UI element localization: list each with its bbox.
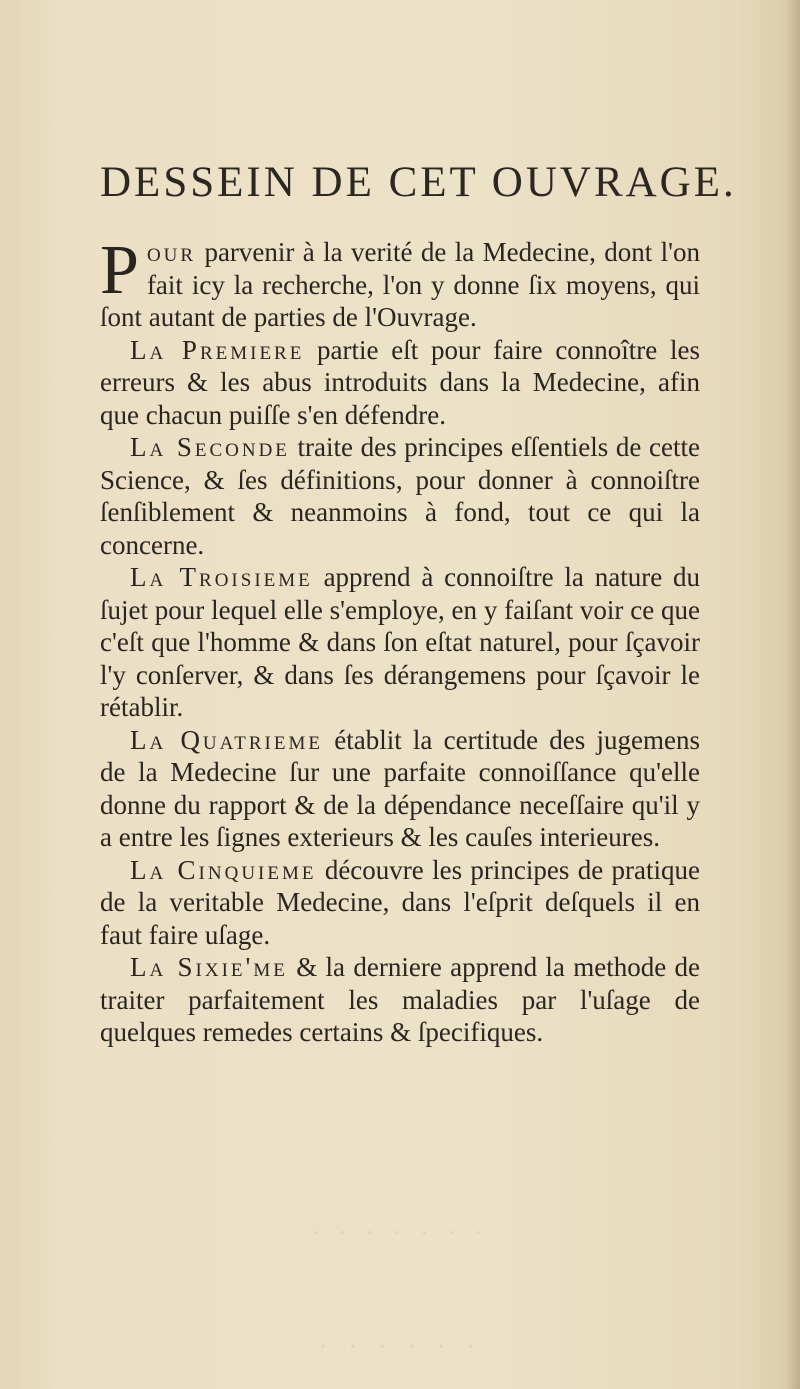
paragraph-quatrieme	[100, 724, 700, 854]
drop-cap: P	[100, 232, 139, 309]
paragraph-premiere	[100, 334, 700, 432]
paragraph-troisieme	[100, 561, 700, 724]
paragraph-text: établit la certitude des jugemens de la Medecine ſur une parfaite connoiſſance qu'elle donne du rapport & de la dépendance neceſſaire qu'il y a entre les ſignes exterieurs & les cauſes interieures.	[100, 724, 700, 852]
lead-word: La Premiere	[130, 334, 305, 365]
lead-word: our	[146, 237, 197, 267]
paragraph-sixieme	[100, 951, 700, 1049]
paragraph-text: découvre les principes de pratique de la veritable Medecine, dans l'eſprit deſquels il en faut faire uſage.	[100, 854, 700, 950]
page-title: DESSEIN DE CET OUVRAGE.	[100, 159, 737, 206]
paragraph-text: parvenir à la verité de la Medecine, dont l'on fait icy la recherche, l'on y donne ſix moyens, qui ſont autant de parties de l'Ouvrage.	[100, 237, 700, 332]
body-text	[100, 232, 700, 1049]
paragraph-text: apprend à connoiſtre la nature du ſujet pour lequel elle s'employe, en y faiſant voir ce que c'eſt que l'homme & dans ſon eſtat naturel, pour ſçavoir l'y conſerver, & dans ſes dérangemens pour ſçavoir le rétablir.	[100, 562, 700, 722]
show-through-text: · · · · · · ·	[311, 1218, 489, 1247]
paragraph-text: partie eſt pour faire connoître les erreurs & les abus introduits dans la Medecine, afin que chacun puiſſe s'en défendre.	[100, 334, 700, 430]
paragraph-seconde	[100, 431, 700, 561]
paragraph-text: & la derniere apprend la methode de traiter parfaitement les maladies par l'uſage de quelques remedes certains & ſpecifiques.	[100, 952, 700, 1047]
lead-word: La Seconde	[130, 432, 290, 462]
paragraph-cinquieme	[100, 854, 700, 952]
lead-word: La Sixie'me	[130, 952, 288, 982]
paragraph-intro	[100, 232, 700, 334]
lead-word: La Troisieme	[130, 562, 313, 592]
lead-word: La Quatrieme	[130, 724, 323, 755]
show-through-text: · · · · · ·	[318, 1330, 482, 1363]
lead-word: La Cinquieme	[130, 854, 317, 885]
paragraph-text: traite des principes eſſentiels de cette Science, & ſes définitions, pour donner à connoiſtre ſenſiblement & neanmoins à fond, tout ce qui la concerne.	[100, 432, 700, 560]
